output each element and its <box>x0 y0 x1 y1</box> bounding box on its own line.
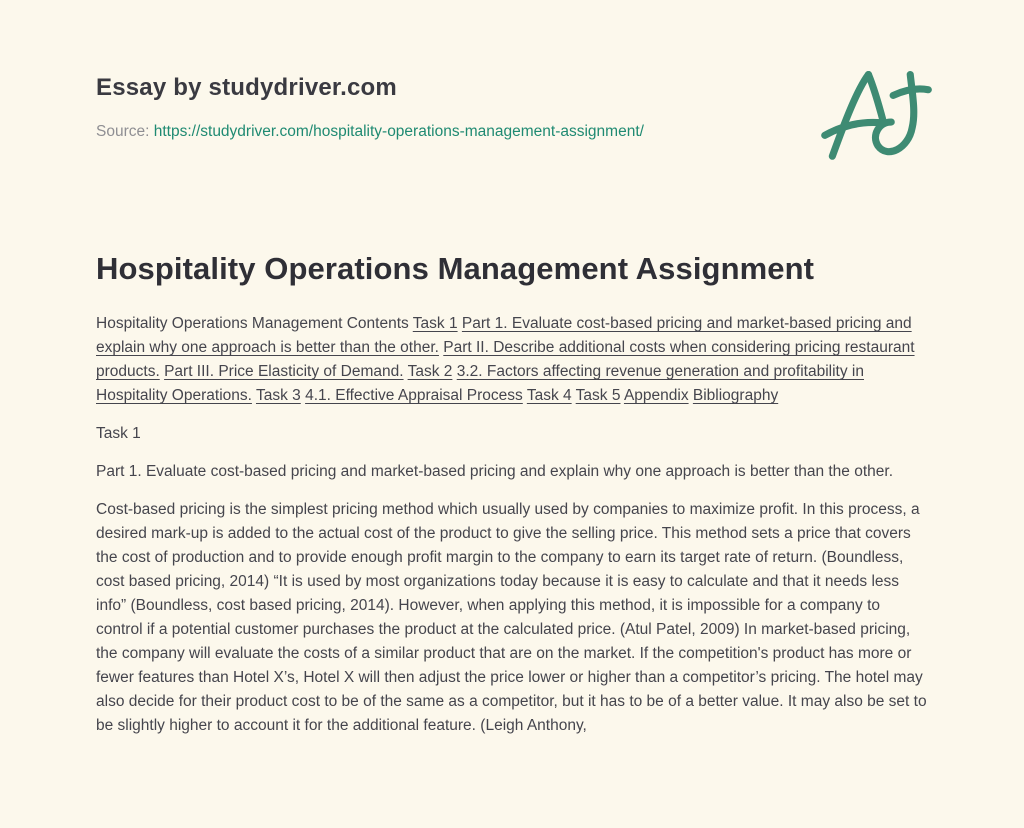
toc <box>96 312 928 408</box>
toc-link[interactable]: Appendix <box>623 387 689 404</box>
toc-link[interactable]: Task 4 <box>526 387 572 404</box>
toc-text: Hospitality Operations Management Contents <box>96 315 409 332</box>
essay-by-heading: Essay by studydriver.com <box>96 74 397 101</box>
toc-link[interactable]: 3.2. Factors affecting revenue generation and profitability in Hospitality Operations. <box>96 363 864 404</box>
logo-a-left-leg <box>832 75 868 157</box>
toc-link[interactable]: Bibliography <box>692 387 779 404</box>
toc-link[interactable]: Task 3 <box>255 387 301 404</box>
logo-a-right-leg <box>868 75 883 123</box>
toc-link[interactable]: Task 2 <box>407 363 453 380</box>
a-plus-logo-icon <box>820 62 934 164</box>
source-line <box>96 123 928 141</box>
toc-link[interactable]: Part III. Price Elasticity of Demand. <box>164 363 404 380</box>
part-1-heading: Part 1. Evaluate cost-based pricing and market-based pricing and explain why one approach is better than the other. <box>96 463 894 480</box>
toc-link[interactable]: Part II. Describe additional costs when considering pricing restaurant products. <box>96 339 915 380</box>
toc-link[interactable]: Task 5 <box>575 387 621 404</box>
toc-link[interactable]: Part 1. Evaluate cost-based pricing and market-based pricing and explain why one approach is better than the other. <box>96 315 912 356</box>
body-paragraph: Cost-based pricing is the simplest pricing method which usually used by companies to maximize profit. In this process, a desired mark-up is added to the actual cost of the product to give the selling price. This method sets a price that covers the cost of production and to provide enough profit margin to the company to earn its target rate of return. (Boundless, cost based pricing, 2014) “It is used by most organizations today because it is easy to calculate and that it needs less info” (Boundless, cost based pricing, 2014). However, when applying this method, it is impossible for a company to control if a potential customer purchases the product at the calculated price. (Atul Patel, 2009) In market-based pricing, the company will evaluate the costs of a similar product that are on the market. If the competition's product has more or fewer features than Hotel X’s, Hotel X will then adjust the price lower or higher than a competitor’s pricing. The hotel may also decide for their product cost to be of the same as a competitor, but it has to be of a better value. It may also be set to be slightly higher to account it for the additional feature. (Leigh Anthony, <box>96 501 927 734</box>
article-title: Hospitality Operations Management Assignment <box>96 251 815 286</box>
task-1-heading: Task 1 <box>96 425 141 442</box>
toc-link[interactable]: 4.1. Effective Appraisal Process <box>305 387 523 404</box>
source-link[interactable]: https://studydriver.com/hospitality-operations-management-assignment/ <box>153 123 644 140</box>
source-label: Source: <box>96 123 150 140</box>
toc-link[interactable]: Task 1 <box>412 315 458 332</box>
